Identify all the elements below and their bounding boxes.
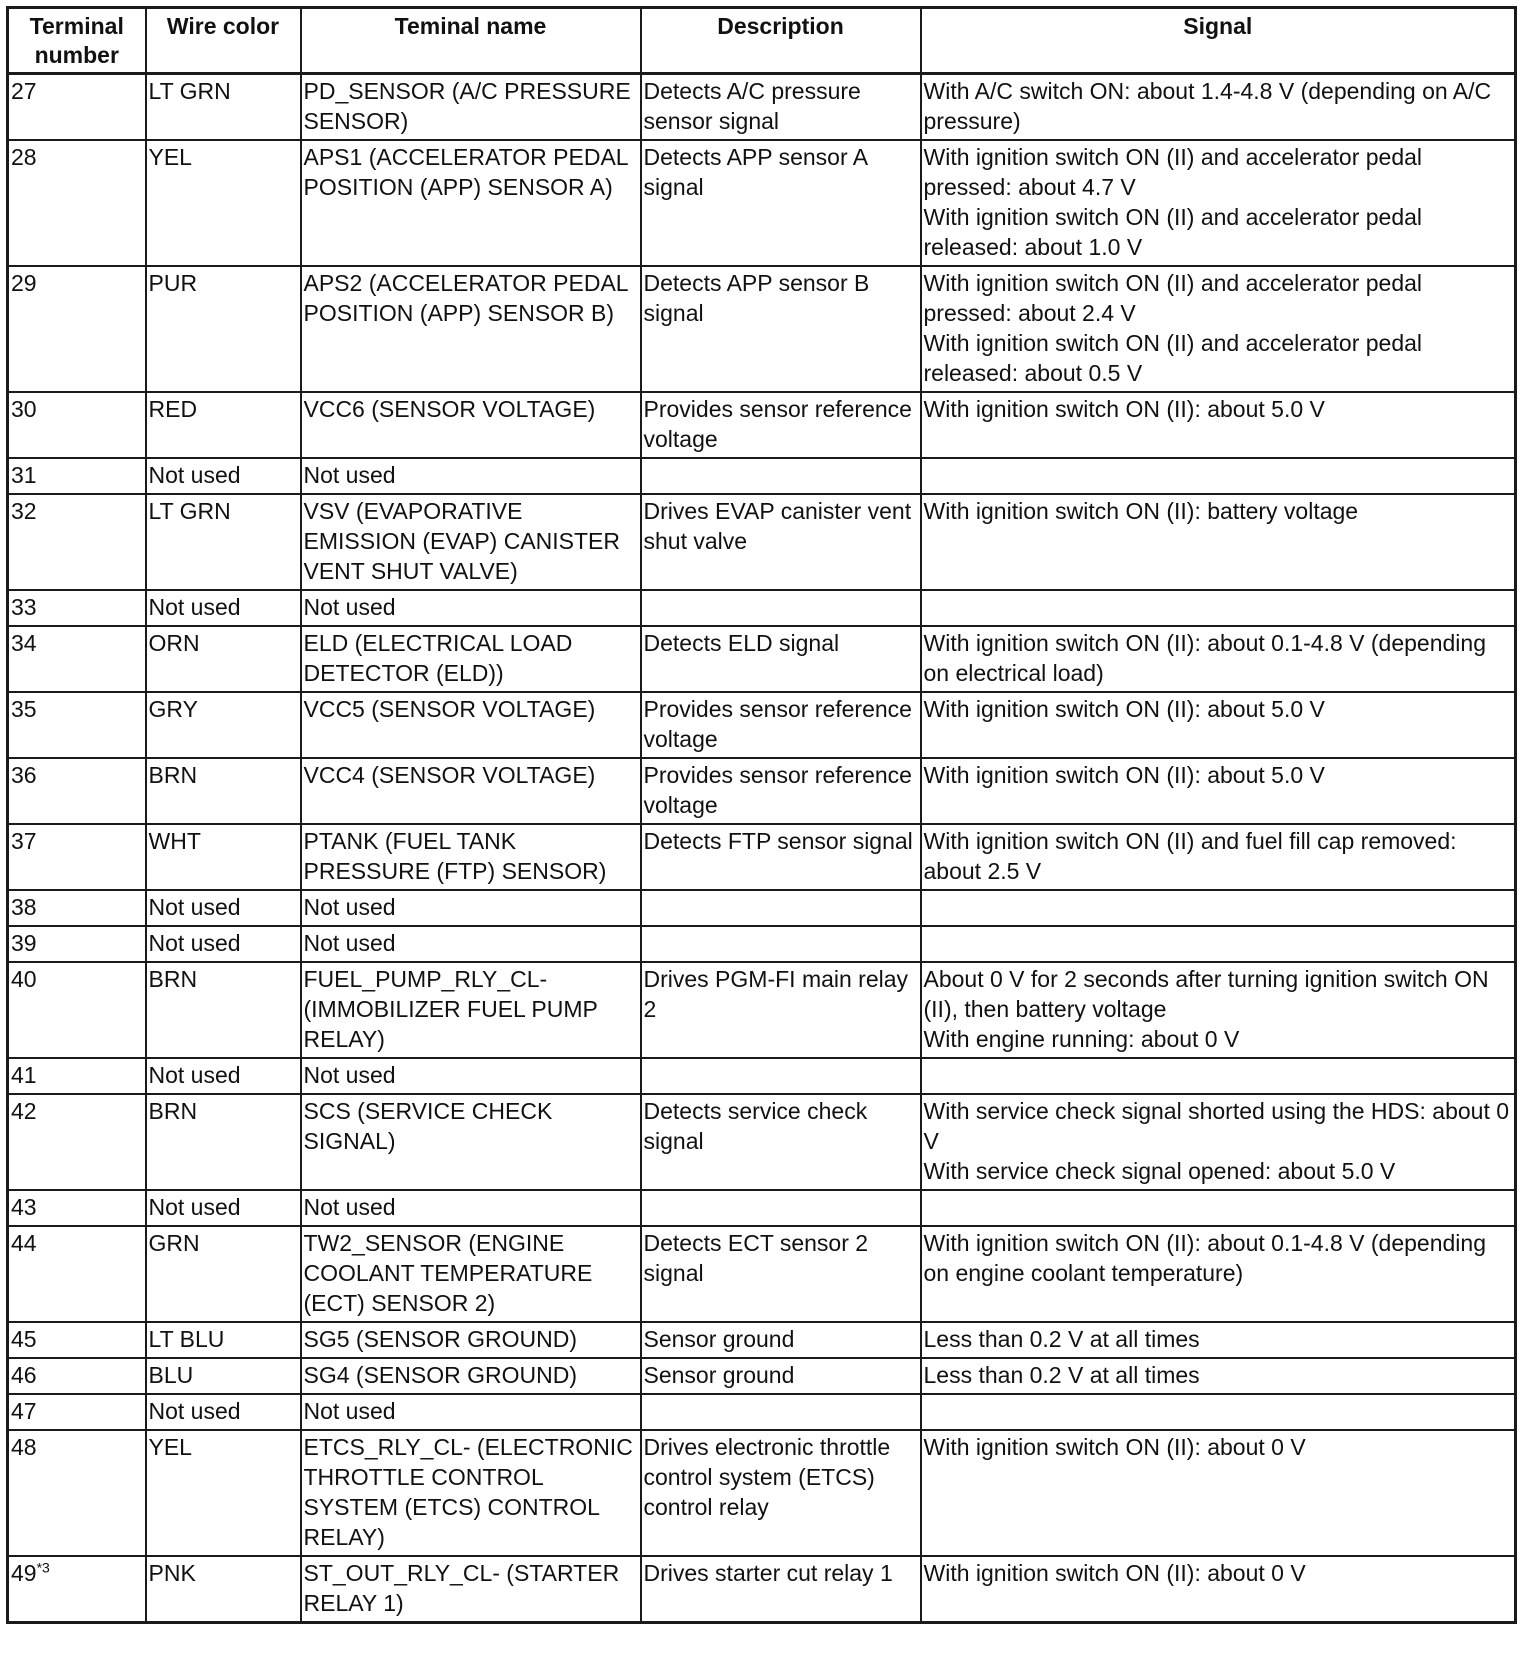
cell-terminal-name: VSV (EVAPORATIVE EMISSION (EVAP) CANISTER VENT SHUT VALVE) [301,494,641,590]
table-row [8,494,1516,590]
cell-terminal-name: Not used [301,458,641,494]
cell-wire-color: PNK [146,1556,301,1623]
cell-wire-color: BRN [146,962,301,1058]
signal-line: With ignition switch ON (II): about 0 V [923,1434,1306,1460]
terminal-number: 46 [11,1362,37,1388]
cell-signal [921,962,1516,1058]
cell-description: Sensor ground [641,1358,921,1394]
cell-terminal-name: APS2 (ACCELERATOR PEDAL POSITION (APP) SENSOR B) [301,266,641,392]
cell-description [641,1394,921,1430]
cell-signal [921,140,1516,266]
cell-signal [921,890,1516,926]
cell-signal [921,626,1516,692]
cell-wire-color: LT GRN [146,494,301,590]
cell-terminal-name: Not used [301,926,641,962]
signal-line: With service check signal shorted using the HDS: about 0 V [923,1098,1510,1154]
cell-description [641,458,921,494]
cell-wire-color: Not used [146,926,301,962]
terminal-number: 34 [11,630,37,656]
cell-signal [921,1058,1516,1094]
table-row [8,926,1516,962]
cell-terminal-number [8,392,146,458]
table-header [8,8,1516,74]
cell-wire-color: PUR [146,266,301,392]
cell-wire-color: Not used [146,458,301,494]
terminal-number: 39 [11,930,37,956]
footnote-marker: *3 [36,1559,50,1576]
terminal-number: 44 [11,1230,37,1256]
signal-line: With ignition switch ON (II): about 0.1-4.8 V (depending on electrical load) [923,630,1487,686]
cell-signal [921,458,1516,494]
cell-terminal-number [8,890,146,926]
cell-description: Provides sensor reference voltage [641,392,921,458]
terminal-number: 28 [11,144,37,170]
cell-terminal-name: Not used [301,890,641,926]
header-description: Description [641,8,921,74]
cell-terminal-number [8,1556,146,1623]
table-body [8,74,1516,1623]
cell-terminal-number [8,458,146,494]
table-row [8,458,1516,494]
cell-signal [921,1556,1516,1623]
terminal-number: 47 [11,1398,37,1424]
signal-line: With ignition switch ON (II) and accelerator pedal released: about 0.5 V [923,330,1423,386]
cell-signal [921,1094,1516,1190]
terminal-number: 29 [11,270,37,296]
terminal-number: 31 [11,462,37,488]
terminal-number: 40 [11,966,37,992]
cell-wire-color: WHT [146,824,301,890]
cell-wire-color: BRN [146,1094,301,1190]
cell-terminal-number [8,1430,146,1556]
cell-signal [921,824,1516,890]
header-signal: Signal [921,8,1516,74]
cell-description [641,590,921,626]
signal-line: With ignition switch ON (II): about 0.1-4.8 V (depending on engine coolant temperature) [923,1230,1487,1286]
cell-wire-color: LT GRN [146,74,301,141]
table-row [8,1226,1516,1322]
cell-terminal-name: APS1 (ACCELERATOR PEDAL POSITION (APP) SENSOR A) [301,140,641,266]
table-row [8,590,1516,626]
signal-line: With service check signal opened: about 5.0 V [923,1158,1396,1184]
cell-description: Drives electronic throttle control system (ETCS) control relay [641,1430,921,1556]
cell-terminal-name: ST_OUT_RLY_CL- (STARTER RELAY 1) [301,1556,641,1623]
signal-line: About 0 V for 2 seconds after turning ignition switch ON (II), then battery voltage [923,966,1489,1022]
terminal-number: 35 [11,696,37,722]
terminal-number: 32 [11,498,37,524]
signal-line: With A/C switch ON: about 1.4-4.8 V (depending on A/C pressure) [923,78,1492,134]
cell-description: Drives EVAP canister vent shut valve [641,494,921,590]
cell-terminal-number [8,266,146,392]
table-row [8,392,1516,458]
cell-terminal-number [8,74,146,141]
terminal-number: 36 [11,762,37,788]
cell-description [641,1058,921,1094]
header-row [8,8,1516,74]
terminal-number: 30 [11,396,37,422]
table-row [8,890,1516,926]
terminal-number: 48 [11,1434,37,1460]
cell-terminal-name: Not used [301,1190,641,1226]
table-row [8,1058,1516,1094]
cell-signal [921,1394,1516,1430]
table-row [8,1094,1516,1190]
cell-terminal-number [8,1190,146,1226]
cell-signal [921,758,1516,824]
signal-line: With ignition switch ON (II) and fuel fill cap removed: about 2.5 V [923,828,1457,884]
cell-signal [921,392,1516,458]
cell-terminal-name: Not used [301,590,641,626]
cell-wire-color: Not used [146,1394,301,1430]
cell-description: Detects ELD signal [641,626,921,692]
terminal-table [6,6,1517,1624]
header-terminal-number: Terminal number [8,8,146,74]
cell-wire-color: Not used [146,1190,301,1226]
cell-description: Detects service check signal [641,1094,921,1190]
signal-line: With ignition switch ON (II): about 5.0 V [923,396,1325,422]
cell-description: Provides sensor reference voltage [641,692,921,758]
table-row [8,266,1516,392]
cell-description [641,890,921,926]
table-row [8,1358,1516,1394]
cell-terminal-number [8,824,146,890]
table-row [8,824,1516,890]
cell-terminal-name: Not used [301,1058,641,1094]
cell-wire-color: YEL [146,140,301,266]
signal-line: With engine running: about 0 V [923,1026,1240,1052]
table-row [8,692,1516,758]
cell-wire-color: RED [146,392,301,458]
cell-terminal-name: VCC5 (SENSOR VOLTAGE) [301,692,641,758]
terminal-number: 42 [11,1098,37,1124]
cell-description [641,1190,921,1226]
cell-wire-color: Not used [146,590,301,626]
cell-signal [921,1190,1516,1226]
cell-description: Drives PGM-FI main relay 2 [641,962,921,1058]
cell-description: Detects FTP sensor signal [641,824,921,890]
cell-description: Detects APP sensor B signal [641,266,921,392]
cell-wire-color: GRY [146,692,301,758]
cell-terminal-name: Not used [301,1394,641,1430]
signal-line: Less than 0.2 V at all times [923,1362,1200,1388]
cell-wire-color: BLU [146,1358,301,1394]
cell-terminal-number [8,1358,146,1394]
cell-terminal-name: SCS (SERVICE CHECK SIGNAL) [301,1094,641,1190]
cell-wire-color: GRN [146,1226,301,1322]
cell-terminal-name: FUEL_PUMP_RLY_CL- (IMMOBILIZER FUEL PUMP RELAY) [301,962,641,1058]
header-terminal-name: Teminal name [301,8,641,74]
cell-signal [921,1430,1516,1556]
table-row [8,1430,1516,1556]
cell-terminal-name: PD_SENSOR (A/C PRESSURE SENSOR) [301,74,641,141]
cell-terminal-number [8,1322,146,1358]
cell-terminal-name: VCC4 (SENSOR VOLTAGE) [301,758,641,824]
cell-terminal-number [8,494,146,590]
cell-terminal-name: PTANK (FUEL TANK PRESSURE (FTP) SENSOR) [301,824,641,890]
cell-wire-color: YEL [146,1430,301,1556]
signal-line: Less than 0.2 V at all times [923,1326,1200,1352]
table-row [8,758,1516,824]
table-row [8,140,1516,266]
cell-description: Sensor ground [641,1322,921,1358]
terminal-number: 45 [11,1326,37,1352]
header-wire-color: Wire color [146,8,301,74]
cell-wire-color: Not used [146,890,301,926]
table-row [8,626,1516,692]
cell-signal [921,692,1516,758]
signal-line: With ignition switch ON (II): about 5.0 V [923,762,1325,788]
table-row [8,1190,1516,1226]
cell-terminal-number [8,590,146,626]
signal-line: With ignition switch ON (II) and accelerator pedal released: about 1.0 V [923,204,1423,260]
cell-signal [921,1226,1516,1322]
cell-description [641,926,921,962]
signal-line: With ignition switch ON (II) and accelerator pedal pressed: about 4.7 V [923,144,1423,200]
cell-terminal-name: SG4 (SENSOR GROUND) [301,1358,641,1394]
cell-terminal-name: SG5 (SENSOR GROUND) [301,1322,641,1358]
cell-terminal-number [8,1058,146,1094]
terminal-number: 43 [11,1194,37,1220]
cell-terminal-name: VCC6 (SENSOR VOLTAGE) [301,392,641,458]
table-row [8,962,1516,1058]
cell-terminal-number [8,1094,146,1190]
cell-description: Detects ECT sensor 2 signal [641,1226,921,1322]
cell-terminal-number [8,626,146,692]
terminal-number: 41 [11,1062,37,1088]
cell-wire-color: BRN [146,758,301,824]
table-row [8,1394,1516,1430]
cell-wire-color: Not used [146,1058,301,1094]
cell-signal [921,74,1516,141]
table-row [8,1556,1516,1623]
terminal-number: 37 [11,828,37,854]
cell-terminal-name: ELD (ELECTRICAL LOAD DETECTOR (ELD)) [301,626,641,692]
cell-description: Provides sensor reference voltage [641,758,921,824]
cell-terminal-number [8,962,146,1058]
signal-line: With ignition switch ON (II): battery voltage [923,498,1359,524]
table-row [8,74,1516,141]
cell-signal [921,1322,1516,1358]
cell-description: Drives starter cut relay 1 [641,1556,921,1623]
terminal-table-container [6,6,1514,1624]
signal-line: With ignition switch ON (II): about 5.0 V [923,696,1325,722]
table-row [8,1322,1516,1358]
terminal-number: 33 [11,594,37,620]
cell-terminal-name: TW2_SENSOR (ENGINE COOLANT TEMPERATURE (ECT) SENSOR 2) [301,1226,641,1322]
cell-signal [921,926,1516,962]
cell-signal [921,1358,1516,1394]
cell-signal [921,266,1516,392]
cell-wire-color: ORN [146,626,301,692]
terminal-number: 49 [11,1560,37,1586]
cell-signal [921,494,1516,590]
terminal-number: 27 [11,78,37,104]
terminal-number: 38 [11,894,37,920]
cell-description: Detects APP sensor A signal [641,140,921,266]
cell-wire-color: LT BLU [146,1322,301,1358]
signal-line: With ignition switch ON (II): about 0 V [923,1560,1306,1586]
cell-terminal-number [8,140,146,266]
cell-terminal-number [8,1226,146,1322]
cell-terminal-number [8,758,146,824]
cell-terminal-number [8,692,146,758]
cell-description: Detects A/C pressure sensor signal [641,74,921,141]
cell-terminal-number [8,1394,146,1430]
signal-line: With ignition switch ON (II) and accelerator pedal pressed: about 2.4 V [923,270,1423,326]
cell-terminal-number [8,926,146,962]
cell-signal [921,590,1516,626]
cell-terminal-name: ETCS_RLY_CL- (ELECTRONIC THROTTLE CONTROL SYSTEM (ETCS) CONTROL RELAY) [301,1430,641,1556]
